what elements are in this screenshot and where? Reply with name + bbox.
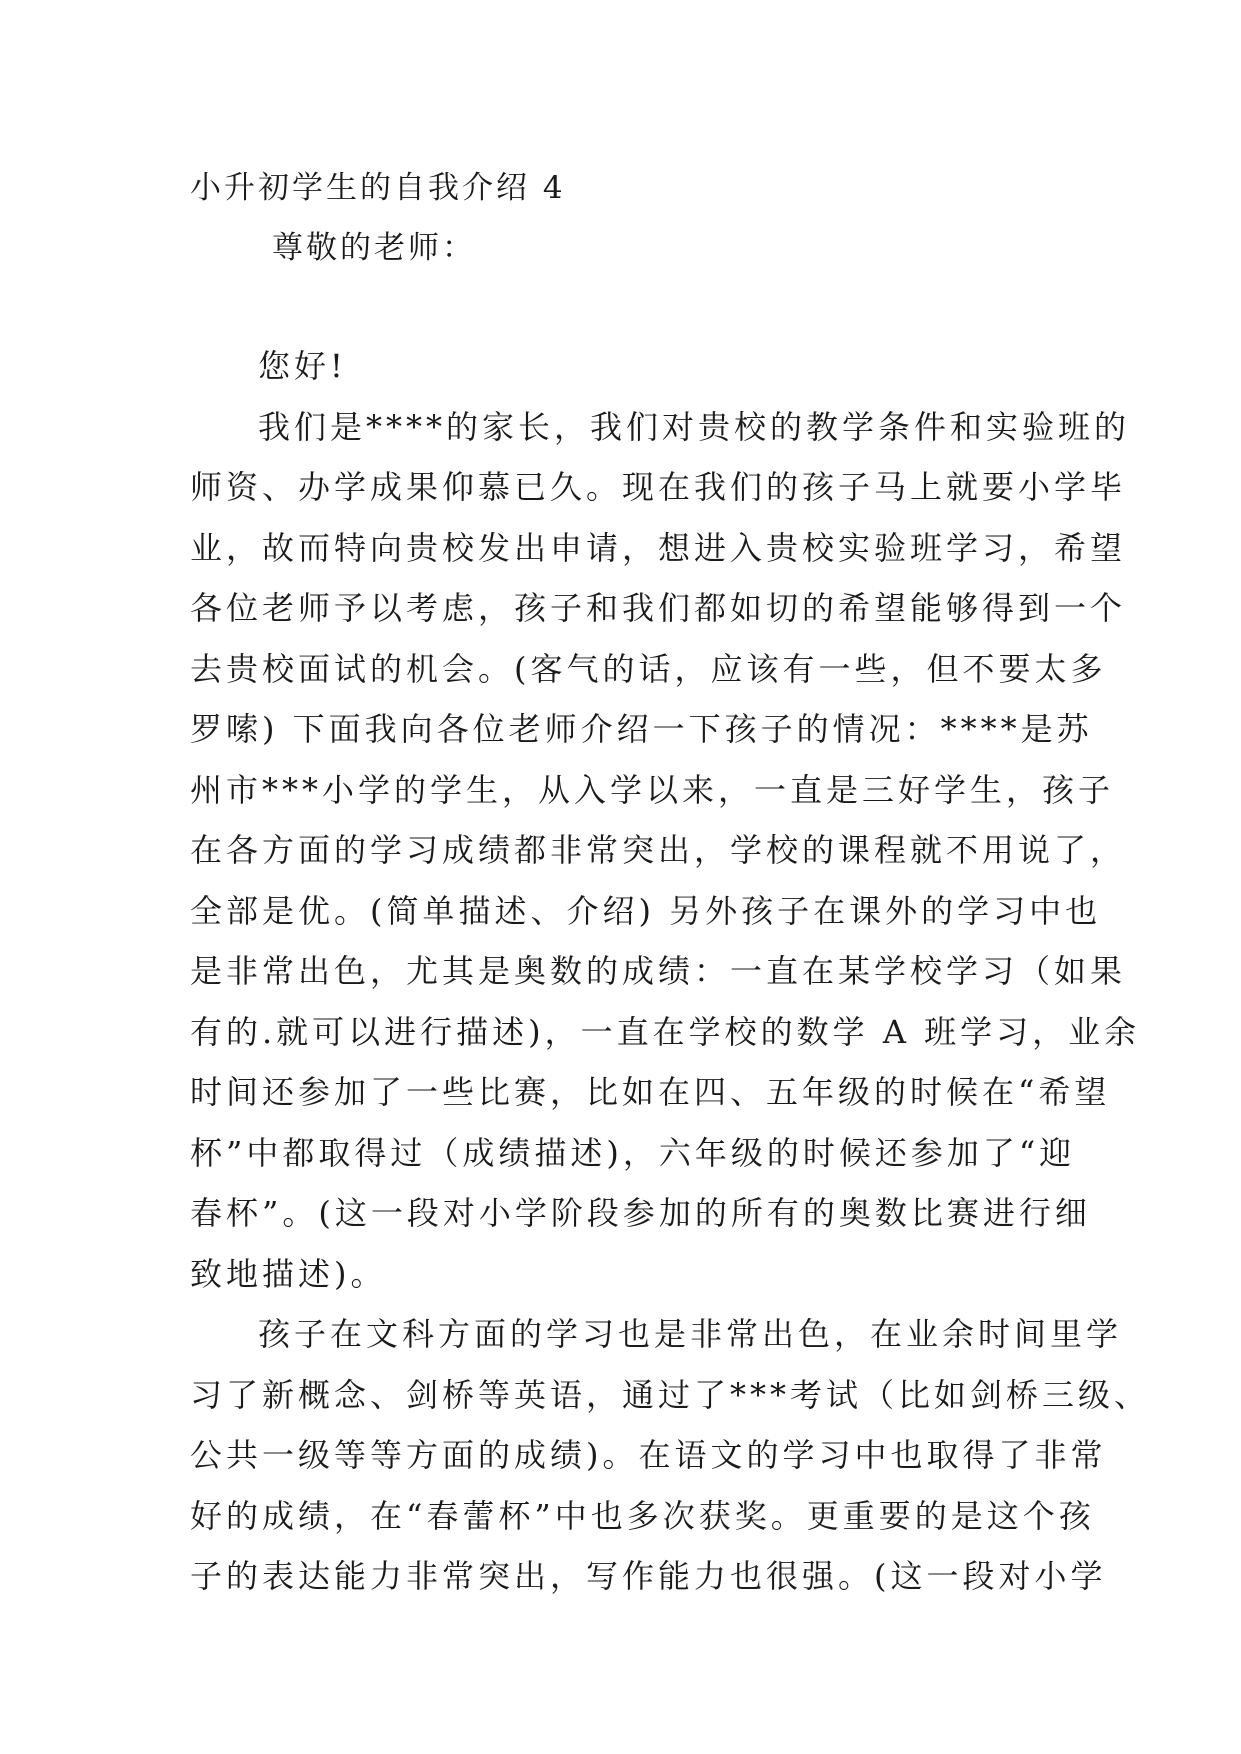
paragraph-line: 好的成绩，在“春蕾杯”中也多次获奖。更重要的是这个孩: [190, 1496, 1095, 1535]
paragraph-line: 业，故而特向贵校发出申请，想进入贵校实验班学习，希望: [190, 528, 1127, 567]
paragraph-line: 州市***小学的学生，从入学以来，一直是三好学生，孩子: [190, 770, 1115, 809]
paragraph-line: 我们是****的家长，我们对贵校的教学条件和实验班的: [258, 407, 1131, 446]
paragraph-line: 全部是优。(简单描述、介绍) 另外孩子在课外的学习中也: [190, 891, 1102, 930]
paragraph-line: 罗嗦) 下面我向各位老师介绍一下孩子的情况：****是苏: [190, 710, 1093, 748]
paragraph-line: 去贵校面试的机会。(客气的话，应该有一些，但不要太多: [190, 649, 1107, 688]
paragraph-line: 春杯”。(这一段对小学阶段参加的所有的奥数比赛进行细: [190, 1194, 1091, 1232]
letter-body: [190, 336, 1151, 1607]
paragraph-line: 时间还参加了一些比赛，比如在四、五年级的时候在“希望: [190, 1073, 1111, 1111]
document-title: 小升初学生的自我介绍 4: [190, 170, 566, 206]
paragraph-line: 子的表达能力非常突出，写作能力也很强。(这一段对小学: [190, 1557, 1107, 1595]
salutation: 尊敬的老师：: [272, 230, 476, 266]
paragraph-line: 致地描述)。: [190, 1254, 387, 1293]
greeting-line: 您好!: [258, 347, 347, 385]
paragraph-line: 是非常出色，尤其是奥数的成绩：一直在某学校学习（如果: [190, 952, 1127, 990]
paragraph-line: 孩子在文科方面的学习也是非常出色，在业余时间里学: [258, 1315, 1123, 1353]
paragraph-line: 习了新概念、剑桥等英语，通过了***考试（比如剑桥三级、: [190, 1375, 1151, 1414]
paragraph-line: 各位老师予以考虑，孩子和我们都如切的希望能够得到一个: [190, 589, 1127, 627]
paragraph-line: 有的.就可以进行描述)，一直在学校的数学 A 班学习，业余: [190, 1012, 1141, 1051]
paragraph-line: 杯”中都取得过（成绩描述)，六年级的时候还参加了“迎: [190, 1133, 1076, 1172]
paragraph-line: 师资、办学成果仰慕已久。现在我们的孩子马上就要小学毕: [190, 468, 1127, 506]
paragraph-line: 公共一级等等方面的成绩)。在语文的学习中也取得了非常: [190, 1436, 1107, 1474]
paragraph-line: 在各方面的学习成绩都非常突出，学校的课程就不用说了，: [190, 831, 1127, 869]
